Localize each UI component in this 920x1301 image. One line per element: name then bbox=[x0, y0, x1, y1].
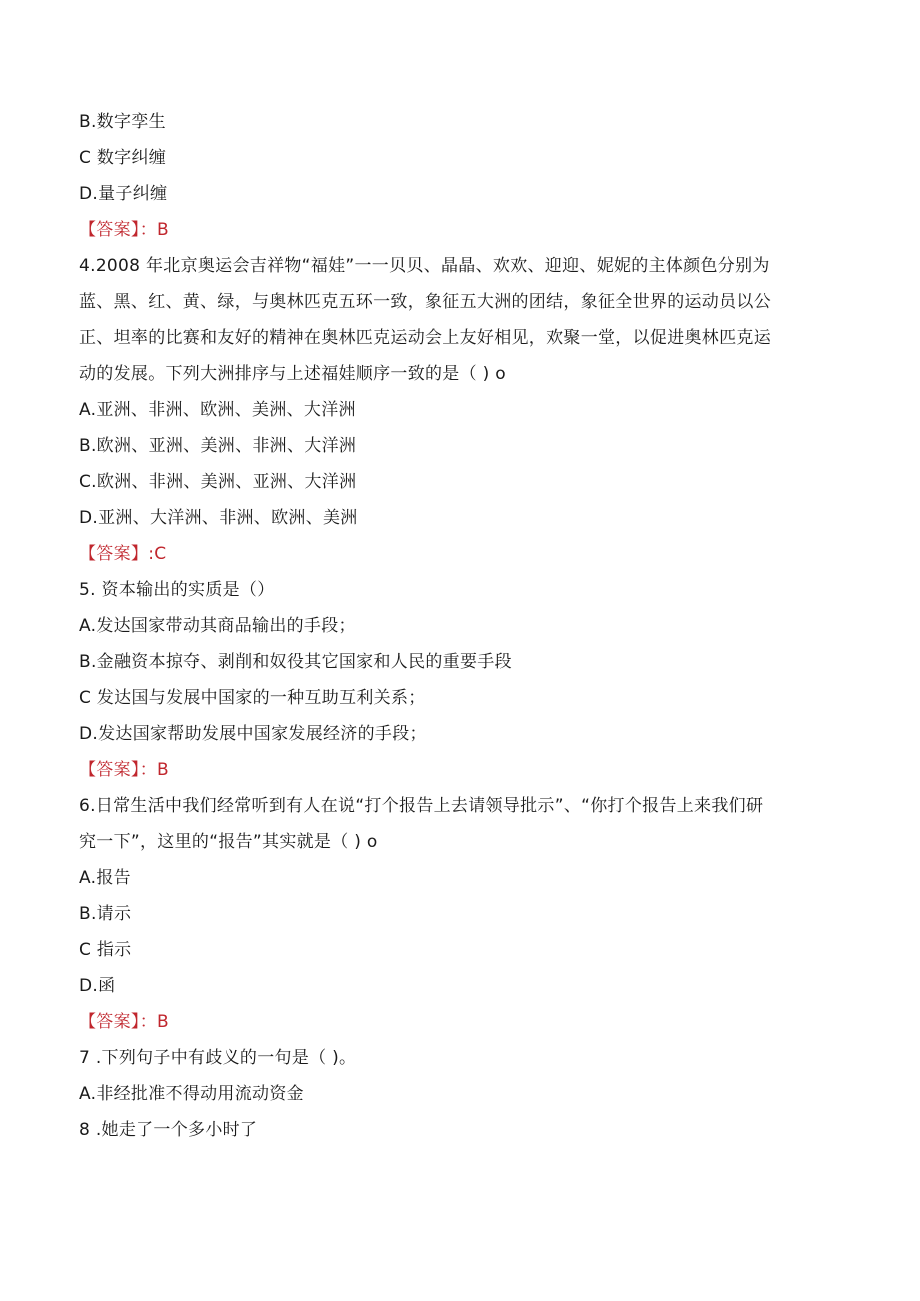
question-line: 5. 资本输出的实质是（） bbox=[79, 580, 275, 600]
option-line: A.非经批准不得动用流动资金 bbox=[79, 1084, 304, 1104]
answer-line: 【答案】：B bbox=[79, 760, 169, 780]
option-line: D.函 bbox=[79, 976, 116, 996]
option-line: D.亚洲、大洋洲、非洲、欧洲、美洲 bbox=[79, 508, 358, 528]
option-line: B.请示 bbox=[79, 904, 132, 924]
option-line: C 指示 bbox=[79, 940, 132, 960]
answer-line: 【答案】：B bbox=[79, 220, 169, 240]
option-line: C 发达国与发展中国家的一种互助互利关系； bbox=[79, 688, 426, 708]
question-line: 蓝、黑、红、黄、绿，与奥林匹克五环一致，象征五大洲的团结，象征全世界的运动员以公 bbox=[79, 292, 771, 312]
answer-line: 【答案】:C bbox=[79, 544, 167, 564]
option-line: D.量子纠缠 bbox=[79, 184, 168, 204]
answer-line: 【答案】：B bbox=[79, 1012, 169, 1032]
question-line: 7 .下列句子中有歧义的一句是（ )。 bbox=[79, 1048, 357, 1068]
question-line: 究一下”，这里的“报告”其实就是（ ) o bbox=[79, 832, 378, 852]
question-line: 6.日常生活中我们经常听到有人在说“打个报告上去请领导批示”、“你打个报告上来我们研 bbox=[79, 796, 764, 816]
option-line: A.亚洲、非洲、欧洲、美洲、大洋洲 bbox=[79, 400, 356, 420]
option-line: C.欧洲、非洲、美洲、亚洲、大洋洲 bbox=[79, 472, 357, 492]
question-line: 正、坦率的比赛和友好的精神在奥林匹克运动会上友好相见，欢聚一堂，以促进奥林匹克运 bbox=[79, 328, 771, 348]
option-line: B.欧洲、亚洲、美洲、非洲、大洋洲 bbox=[79, 436, 357, 456]
option-line: A.发达国家带动其商品输出的手段； bbox=[79, 616, 356, 636]
option-line: B.数字孪生 bbox=[79, 112, 166, 132]
option-line: D.发达国家帮助发展中国家发展经济的手段； bbox=[79, 724, 427, 744]
question-line: 动的发展。下列大洲排序与上述福娃顺序一致的是（ ) o bbox=[79, 364, 506, 384]
question-line: 8 .她走了一个多小时了 bbox=[79, 1120, 258, 1140]
question-line: 4.2008 年北京奥运会吉祥物“福娃”一一贝贝、晶晶、欢欢、迎迎、妮妮的主体颜色分别为 bbox=[79, 256, 770, 276]
document-content bbox=[79, 104, 849, 1148]
option-line: A.报告 bbox=[79, 868, 131, 888]
option-line: B.金融资本掠夺、剥削和奴役其它国家和人民的重要手段 bbox=[79, 652, 512, 672]
option-line: C 数字纠缠 bbox=[79, 148, 167, 168]
